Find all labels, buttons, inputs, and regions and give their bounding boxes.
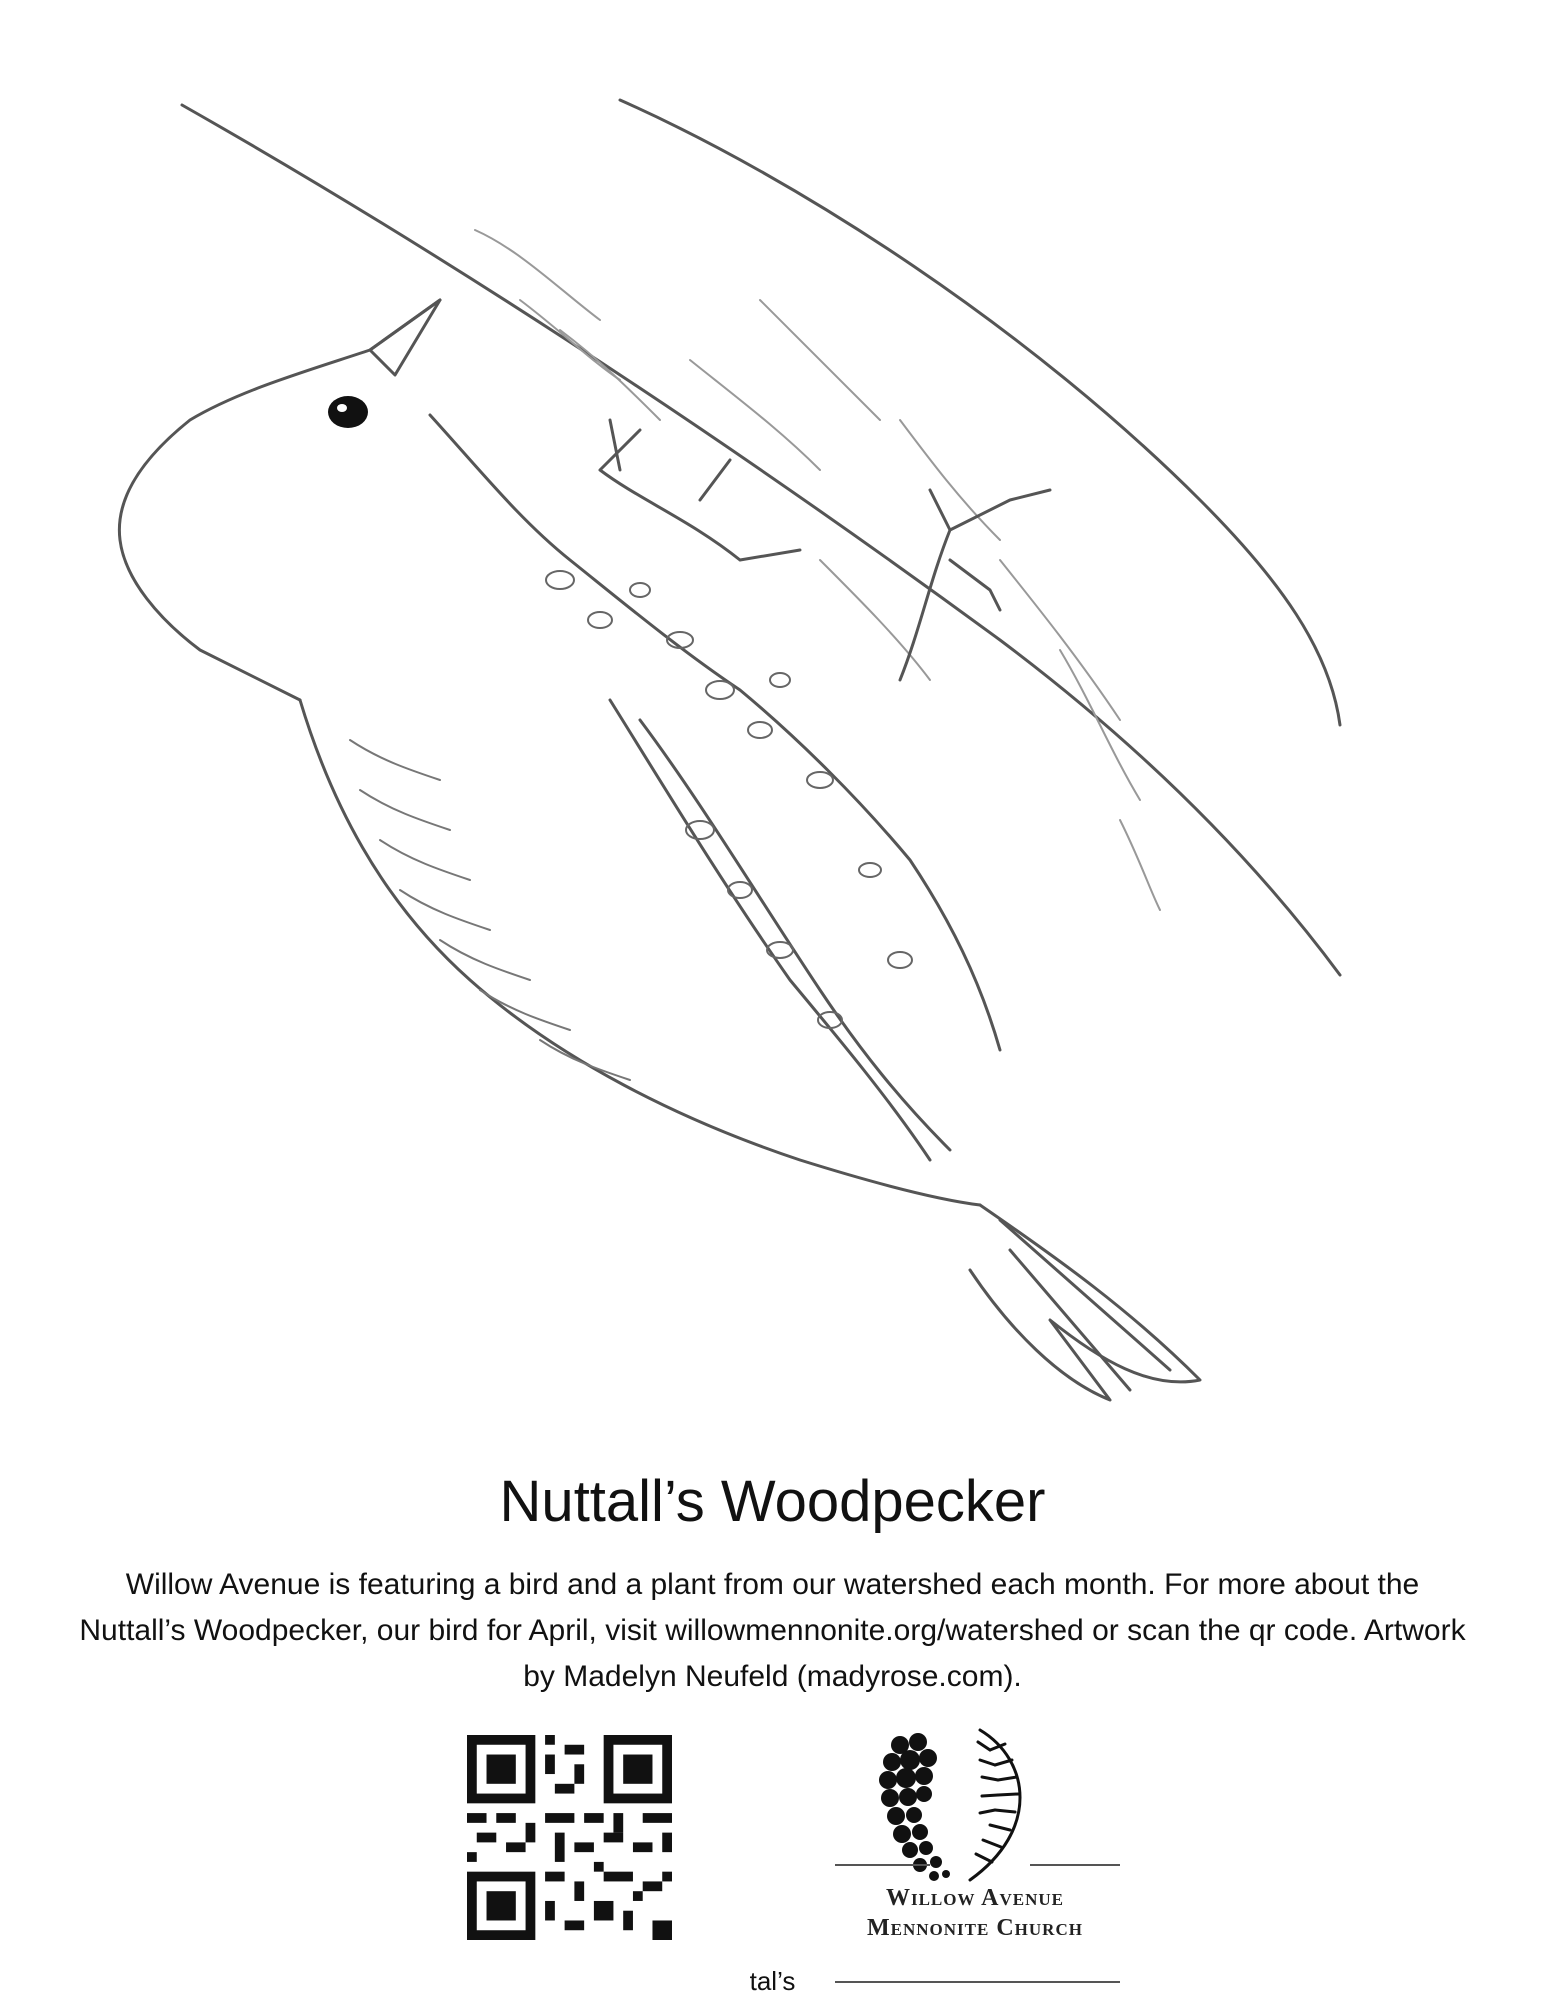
bird-wing-inner [640, 720, 950, 1150]
branch-edge-right [620, 100, 1340, 725]
branch-edge-top [182, 105, 1340, 975]
bird-head [119, 300, 440, 700]
church-name-line1: Willow Avenue [885, 1885, 1065, 1911]
bird-wing [610, 700, 930, 1160]
bird-foot-upper [600, 420, 800, 560]
page-description: Willow Avenue is featuring a bird and a plant from our watershed each month. For more about the Nuttall’s Woodpecker, our bird for April, visit willowmennonite.org/watershed or scan the qr code. Artwork by Madelyn Neufeld (madyrose.com). [79, 1568, 1466, 1693]
church-name-line2: Mennonite Church [867, 1915, 1083, 1941]
bird-back [430, 415, 1000, 1050]
page-title: Nuttall’s Woodpecker [499, 1469, 1046, 1534]
church-logo [830, 1720, 1130, 2000]
footer-text: tal’s [749, 1966, 796, 1996]
bird-beak [370, 300, 440, 375]
bird-body [300, 700, 980, 1205]
qr-code[interactable] [467, 1735, 672, 1940]
bird-tail [970, 1205, 1200, 1400]
bird-eye [328, 396, 368, 428]
